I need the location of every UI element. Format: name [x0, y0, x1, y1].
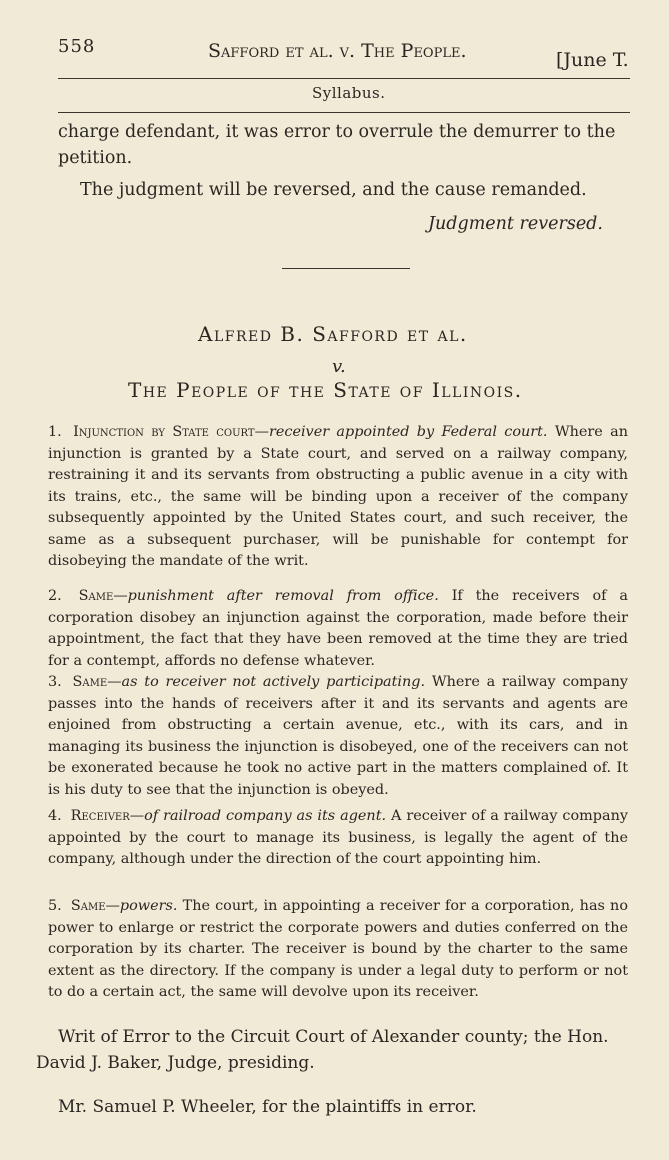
syllabus-paragraph-3: [48, 672, 628, 801]
syllabus-paragraph-2: [48, 586, 628, 672]
syllabus-number: 5.: [48, 898, 62, 914]
syllabus-text: Where a railway company passes into the hands of receivers after it and its servants and agents are enjoined from obstructing a certain avenue, etc., with its cars, and in managing its business the injunction is disobeyed, one of the receivers can not be exonerated because he took no active part in the matters complained of. It is his duty to see that the injunction is obeyed.: [48, 674, 629, 798]
syllabus-text: A receiver of a railway company appointed by the court to manage its business, is legally the agent of the company, although under the direction of the court appointing him.: [48, 808, 628, 867]
header-rule: [58, 78, 630, 79]
section-label: Syllabus.: [312, 84, 386, 102]
syllabus-subhead: —punishment after removal from office.: [113, 588, 439, 604]
syllabus-subhead: —powers.: [105, 898, 178, 914]
case-versus: v.: [332, 356, 346, 377]
writ-of-error: Writ of Error to the Circuit Court of Alexander county; the Hon. David J. Baker, Judge, presiding.: [36, 1027, 609, 1073]
syllabus-head: Injunction by State court: [73, 424, 255, 440]
syllabus-text: If the receivers of a corporation disobey an injunction against the corporation, made before their appointment, the fact that they have been removed at the time they are tried for a contempt, affords no defense whatever.: [48, 588, 628, 669]
syllabus-head: Receiver: [70, 808, 130, 824]
syllabus-number: 3.: [48, 674, 62, 690]
syllabus-paragraph-4: [48, 806, 628, 871]
page-number: 558: [58, 36, 96, 57]
continuation-line-2: petition.: [58, 148, 133, 168]
term-label: [June T.: [556, 49, 629, 71]
syllabus-subhead: —as to receiver not actively participating.: [107, 674, 426, 690]
syllabus-text: Where an injunction is granted by a State court, and served on a railway company, restraining it and its servants from obstructing a public avenue in a city with its trains, etc., the same will be binding upon a receiver of the company subsequently appointed by the United States court, and such receiver, the same as a subsequent purchaser, will be punishable for contempt for disobeying the mandate of the writ.: [48, 424, 628, 569]
syllabus-text: The court, in appointing a receiver for a corporation, has no power to enlarge or restrict the corporate powers and duties conferred on the corporation by its charter. The receiver is bound by the charter to the same extent as the directory. If the company is under a legal duty to perform or not to do a certain act, the same will devolve upon its receiver.: [48, 898, 628, 1000]
syllabus-subhead: —of railroad company as its agent.: [129, 808, 387, 824]
divider-rule: [282, 268, 410, 269]
syllabus-head: Same: [78, 588, 114, 604]
running-title: Safford et al. v. The People.: [208, 40, 467, 62]
judgment-line: Judgment reversed.: [428, 214, 603, 234]
case-party-1: Alfred B. Safford et al.: [198, 322, 468, 346]
syllabus-head: Same: [70, 898, 106, 914]
counsel-line: Mr. Samuel P. Wheeler, for the plaintiffs in error.: [58, 1097, 477, 1117]
continuation-line-1: charge defendant, it was error to overrule the demurrer to the: [58, 122, 616, 142]
case-party-2: The People of the State of Illinois.: [128, 378, 523, 402]
syllabus-number: 2.: [48, 588, 62, 604]
syllabus-paragraph-1: [48, 422, 628, 573]
syllabus-paragraph-5: [48, 896, 628, 1004]
syllabus-subhead: —receiver appointed by Federal court.: [254, 424, 548, 440]
section-rule: [58, 112, 630, 113]
continuation-line-3: The judgment will be reversed, and the cause remanded.: [80, 180, 587, 200]
syllabus-head: Same: [72, 674, 108, 690]
syllabus-number: 4.: [48, 808, 62, 824]
syllabus-number: 1.: [48, 424, 62, 440]
